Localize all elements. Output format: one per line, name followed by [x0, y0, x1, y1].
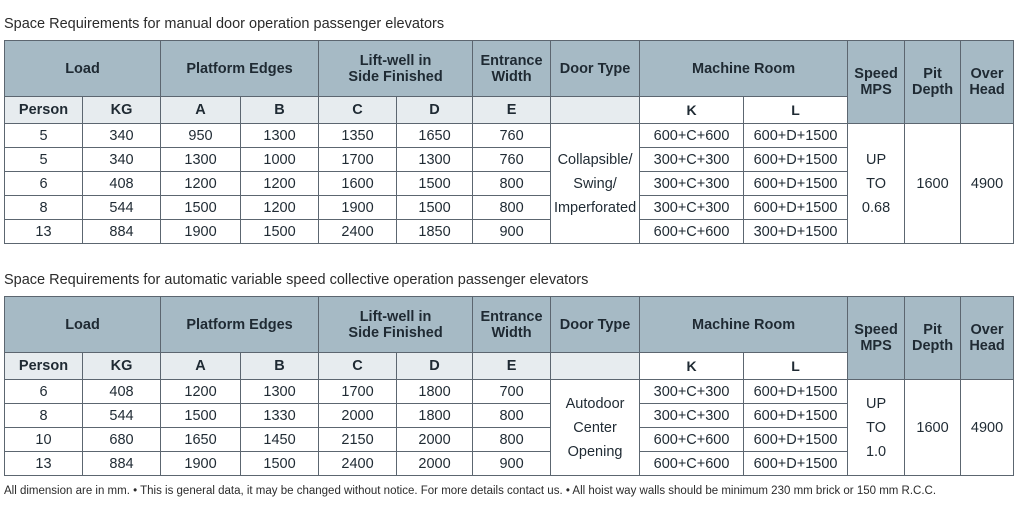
cell-e: 760 [473, 124, 551, 148]
header-speed-line-1: Speed [854, 322, 898, 338]
cell-person: 13 [5, 452, 83, 476]
header-lift-well-line-1: Lift-well in [359, 308, 432, 325]
manual-door-spec-table [4, 40, 1014, 244]
cell-e: 800 [473, 172, 551, 196]
cell-k: 600+C+600 [640, 452, 744, 476]
speed-line: UP [865, 151, 887, 168]
header-platform-edges: Platform Edges [161, 41, 319, 97]
cell-d: 2000 [397, 428, 473, 452]
cell-person: 6 [5, 380, 83, 404]
door-type-cell [551, 380, 640, 476]
cell-c: 2400 [319, 220, 397, 244]
header-load: Load [5, 297, 161, 353]
table1-title: Space Requirements for manual door operation passenger elevators [4, 16, 445, 32]
door-type-line: Opening [567, 443, 623, 460]
cell-d: 1850 [397, 220, 473, 244]
cell-d: 1300 [397, 148, 473, 172]
table-row [5, 380, 1014, 404]
cell-k: 300+C+300 [640, 404, 744, 428]
header-platform-edges: Platform Edges [161, 297, 319, 353]
cell-e: 900 [473, 220, 551, 244]
cell-l: 600+D+1500 [744, 380, 848, 404]
cell-kg: 884 [83, 452, 161, 476]
header-speed-line-1: Speed [854, 66, 898, 82]
subheader-c: C [319, 97, 397, 124]
cell-e: 900 [473, 452, 551, 476]
subheader-e: E [473, 353, 551, 380]
speed-line: 0.68 [861, 199, 891, 216]
cell-b: 1200 [241, 196, 319, 220]
footer-note: All dimension are in mm. • This is general data, it may be changed without notice. For more details contact us. • All hoist way walls should be minimum 230 mm brick or 150 mm R.C.C. [4, 485, 937, 497]
subheader-b: B [241, 353, 319, 380]
header-machine-room: Machine Room [640, 41, 848, 97]
door-type-line: Collapsible/ [557, 151, 633, 168]
cell-b: 1200 [241, 172, 319, 196]
header-door-type: Door Type [551, 297, 640, 353]
cell-l: 600+D+1500 [744, 196, 848, 220]
cell-kg: 408 [83, 172, 161, 196]
cell-b: 1300 [241, 380, 319, 404]
pit-depth-cell: 1600 [905, 124, 961, 244]
cell-d: 1800 [397, 404, 473, 428]
header-lift-well-line-2: Side Finished [348, 324, 443, 341]
subheader-l: L [744, 97, 848, 124]
cell-l: 600+D+1500 [744, 172, 848, 196]
cell-l: 600+D+1500 [744, 452, 848, 476]
door-type-line: Imperforated [553, 199, 637, 216]
pit-depth-cell: 1600 [905, 380, 961, 476]
header-load: Load [5, 41, 161, 97]
cell-l: 600+D+1500 [744, 404, 848, 428]
cell-a: 1500 [161, 196, 241, 220]
header-over-head [961, 297, 1014, 380]
header-over-head-line-2: Head [969, 338, 1005, 354]
header-pit-depth-line-1: Pit [923, 66, 942, 82]
subheader-person: Person [5, 97, 83, 124]
door-type-cell [551, 124, 640, 244]
subheader-e: E [473, 97, 551, 124]
header-speed [848, 41, 905, 124]
header-over-head-line-1: Over [970, 322, 1004, 338]
speed-cell [848, 380, 905, 476]
header-over-head-line-1: Over [970, 66, 1004, 82]
cell-a: 950 [161, 124, 241, 148]
cell-b: 1500 [241, 452, 319, 476]
cell-d: 1650 [397, 124, 473, 148]
header-over-head-line-2: Head [969, 82, 1005, 98]
header-entrance-width-line-2: Width [491, 324, 532, 341]
over-head-cell: 4900 [961, 380, 1014, 476]
header-row [5, 297, 1014, 353]
table-row [5, 124, 1014, 148]
subheader-a: A [161, 97, 241, 124]
header-entrance-width-line-1: Entrance [480, 52, 543, 69]
header-pit-depth-line-2: Depth [912, 338, 954, 354]
cell-person: 13 [5, 220, 83, 244]
cell-kg: 680 [83, 428, 161, 452]
cell-k: 300+C+300 [640, 380, 744, 404]
cell-b: 1300 [241, 124, 319, 148]
cell-kg: 544 [83, 404, 161, 428]
cell-a: 1200 [161, 172, 241, 196]
cell-c: 1600 [319, 172, 397, 196]
cell-c: 1900 [319, 196, 397, 220]
subheader-k: K [640, 97, 744, 124]
header-over-head [961, 41, 1014, 124]
cell-kg: 408 [83, 380, 161, 404]
cell-c: 1700 [319, 380, 397, 404]
cell-person: 5 [5, 148, 83, 172]
cell-b: 1330 [241, 404, 319, 428]
header-row [5, 41, 1014, 97]
cell-l: 300+D+1500 [744, 220, 848, 244]
subheader-person: Person [5, 353, 83, 380]
header-entrance-width [473, 41, 551, 97]
speed-line: 1.0 [865, 443, 887, 460]
cell-a: 1900 [161, 220, 241, 244]
cell-l: 600+D+1500 [744, 428, 848, 452]
cell-e: 800 [473, 196, 551, 220]
cell-a: 1200 [161, 380, 241, 404]
cell-e: 700 [473, 380, 551, 404]
subheader-d: D [397, 97, 473, 124]
cell-c: 2000 [319, 404, 397, 428]
cell-a: 1300 [161, 148, 241, 172]
cell-d: 2000 [397, 452, 473, 476]
automatic-door-spec-table [4, 296, 1014, 476]
cell-c: 1700 [319, 148, 397, 172]
header-pit-depth-line-1: Pit [923, 322, 942, 338]
subheader-a: A [161, 353, 241, 380]
header-entrance-width-line-2: Width [491, 68, 532, 85]
header-pit-depth [905, 297, 961, 380]
cell-k: 300+C+300 [640, 196, 744, 220]
header-speed-line-2: MPS [860, 338, 892, 354]
header-pit-depth [905, 41, 961, 124]
cell-a: 1500 [161, 404, 241, 428]
subheader-b: B [241, 97, 319, 124]
table2-title: Space Requirements for automatic variable speed collective operation passenger elevators [4, 272, 589, 288]
subheader-kg: KG [83, 97, 161, 124]
cell-c: 2150 [319, 428, 397, 452]
header-lift-well [319, 41, 473, 97]
header-machine-room: Machine Room [640, 297, 848, 353]
subheader-d: D [397, 353, 473, 380]
cell-k: 600+C+600 [640, 428, 744, 452]
speed-line: TO [866, 175, 886, 192]
subheader-l: L [744, 353, 848, 380]
cell-e: 760 [473, 148, 551, 172]
speed-line: TO [866, 419, 886, 436]
cell-d: 1500 [397, 196, 473, 220]
cell-d: 1500 [397, 172, 473, 196]
cell-person: 6 [5, 172, 83, 196]
header-speed-line-2: MPS [860, 82, 892, 98]
speed-cell [848, 124, 905, 244]
cell-e: 800 [473, 428, 551, 452]
speed-line: UP [865, 395, 887, 412]
cell-kg: 884 [83, 220, 161, 244]
cell-b: 1000 [241, 148, 319, 172]
cell-kg: 340 [83, 148, 161, 172]
cell-l: 600+D+1500 [744, 124, 848, 148]
door-type-line: Swing/ [573, 175, 617, 192]
header-entrance-width-line-1: Entrance [480, 308, 543, 325]
subheader-door-type-blank [551, 97, 640, 124]
cell-e: 800 [473, 404, 551, 428]
cell-k: 600+C+600 [640, 220, 744, 244]
cell-k: 600+C+600 [640, 124, 744, 148]
header-door-type: Door Type [551, 41, 640, 97]
header-pit-depth-line-2: Depth [912, 82, 954, 98]
cell-person: 10 [5, 428, 83, 452]
header-entrance-width [473, 297, 551, 353]
header-speed [848, 297, 905, 380]
door-type-line: Center [573, 419, 617, 436]
over-head-cell: 4900 [961, 124, 1014, 244]
cell-k: 300+C+300 [640, 172, 744, 196]
cell-l: 600+D+1500 [744, 148, 848, 172]
cell-person: 8 [5, 404, 83, 428]
header-lift-well-line-2: Side Finished [348, 68, 443, 85]
header-lift-well [319, 297, 473, 353]
door-type-line: Autodoor [565, 395, 625, 412]
subheader-k: K [640, 353, 744, 380]
subheader-door-type-blank [551, 353, 640, 380]
cell-k: 300+C+300 [640, 148, 744, 172]
cell-d: 1800 [397, 380, 473, 404]
cell-person: 5 [5, 124, 83, 148]
cell-b: 1450 [241, 428, 319, 452]
cell-a: 1900 [161, 452, 241, 476]
subheader-kg: KG [83, 353, 161, 380]
subheader-c: C [319, 353, 397, 380]
cell-person: 8 [5, 196, 83, 220]
cell-b: 1500 [241, 220, 319, 244]
cell-c: 2400 [319, 452, 397, 476]
cell-c: 1350 [319, 124, 397, 148]
cell-kg: 544 [83, 196, 161, 220]
cell-kg: 340 [83, 124, 161, 148]
header-lift-well-line-1: Lift-well in [359, 52, 432, 69]
cell-a: 1650 [161, 428, 241, 452]
